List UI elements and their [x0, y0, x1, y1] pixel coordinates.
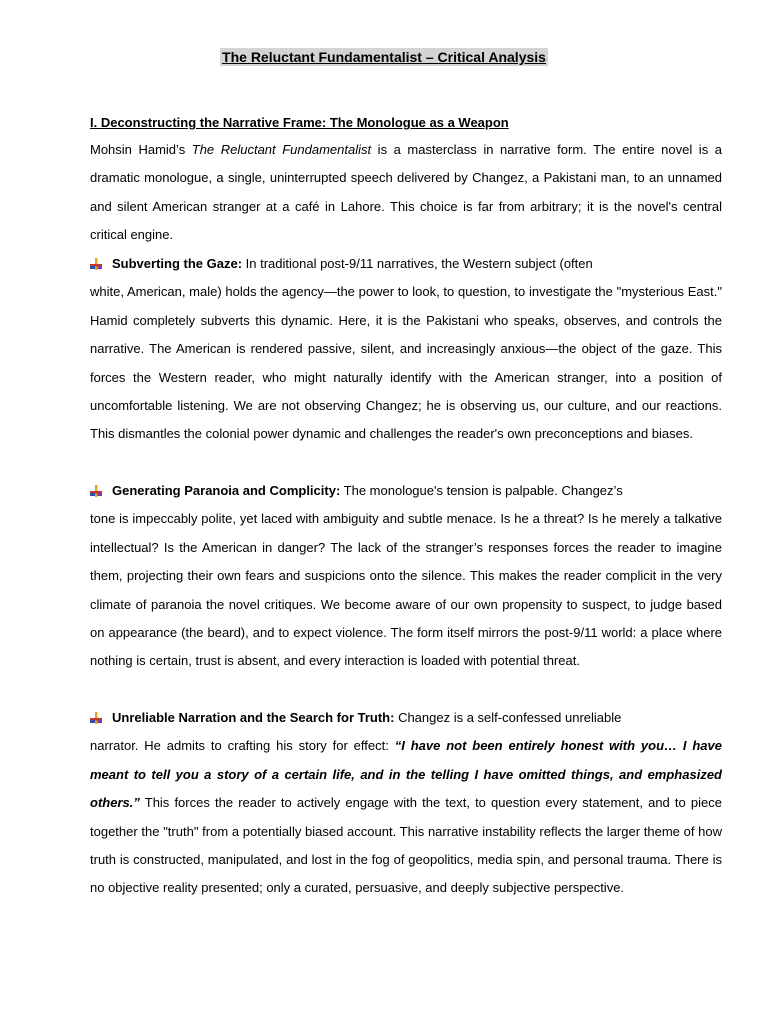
book-title: The Reluctant Fundamentalist — [191, 142, 372, 157]
bullet-lead-3 — [90, 704, 722, 732]
bullet-text-3a: narrator. He admits to crafting his story for effect: — [90, 738, 395, 754]
bullet-label-1: Subverting the Gaze: — [112, 256, 243, 271]
bullet-lead-text-2: The monologue's tension is palpable. Changez’s — [340, 483, 623, 498]
intro-text-2: is a masterclass in narrative form. The entire novel is a dramatic monologue, a single, uninterrupted speech delivered by Changez, a Pakistani man, to an unnamed and silent American stranger at a café in Lahore. This choice is far from arbitrary; it is the novel's central critical engine. — [90, 142, 722, 243]
section-heading: I. Deconstructing the Narrative Frame: The Monologue as a Weapon — [90, 115, 509, 130]
bullet-text-1: white, American, male) holds the agency—the power to look, to question, to investigate the "mysterious East." Hamid completely subverts this dynamic. Here, it is the Pakistani who speaks, observes, and controls the narrative. The American is rendered passive, silent, and increasingly anxious—the object of the gaze. This forces the Western reader, who might naturally identify with the American stranger, into a position of uncomfortable listening. We are not observing Changez; he is observing us, our culture, and our reactions. This dismantles the colonial power dynamic and challenges the reader's own preconceptions and biases. — [90, 284, 722, 442]
multicolor-cross-bullet-icon — [90, 258, 102, 270]
bullet-paragraph-2 — [90, 477, 722, 676]
intro-paragraph — [90, 136, 722, 250]
bullet-label-3: Unreliable Narration and the Search for Truth: — [112, 710, 395, 725]
bullet-paragraph-1 — [90, 250, 722, 449]
multicolor-cross-bullet-icon — [90, 485, 102, 497]
bullet-lead-2 — [90, 477, 722, 505]
document-title: The Reluctant Fundamentalist – Critical Analysis — [222, 49, 546, 65]
bullet-label-2: Generating Paranoia and Complicity: — [112, 483, 341, 498]
bullet-lead-text-1: In traditional post-9/11 narratives, the Western subject (often — [242, 256, 593, 271]
bullet-quote-3: “I have not been entirely honest with you… I have meant to tell you a story of a certain life, and in the telling I have omitted things, and emphasized others.” — [90, 738, 722, 811]
bullet-text-2: tone is impeccably polite, yet laced with ambiguity and subtle menace. Is he a threat? Is he merely a talkative intellectual? Is the American in danger? The lack of the stranger’s responses forces the reader to imagine them, projecting their own fears and suspicions onto the silence. This makes the reader complicit in the very climate of paranoia the novel critiques. We become aware of our own propensity to suspect, to judge based on appearance (the beard), and to expect violence. The form itself mirrors the post-9/11 world: a place where nothing is certain, trust is absent, and every interaction is loaded with potential threat. — [90, 511, 722, 669]
bullet-lead-text-3: Changez is a self-confessed unreliable — [394, 710, 622, 725]
bullet-text-3b: This forces the reader to actively engage with the text, to question every statement, and to piece together the "truth" from a potentially biased account. This narrative instability reflects the larger theme of how truth is constructed, manipulated, and lost in the fog of geopolitics, media spin, and personal trauma. There is no objective reality presented; only a curated, persuasive, and deeply subjective perspective. — [90, 795, 722, 896]
bullet-paragraph-3 — [90, 704, 722, 903]
title-container — [0, 48, 768, 67]
multicolor-cross-bullet-icon — [90, 712, 102, 724]
intro-text-1: Mohsin Hamid’s — [90, 142, 192, 157]
bullet-lead-1 — [90, 250, 722, 278]
